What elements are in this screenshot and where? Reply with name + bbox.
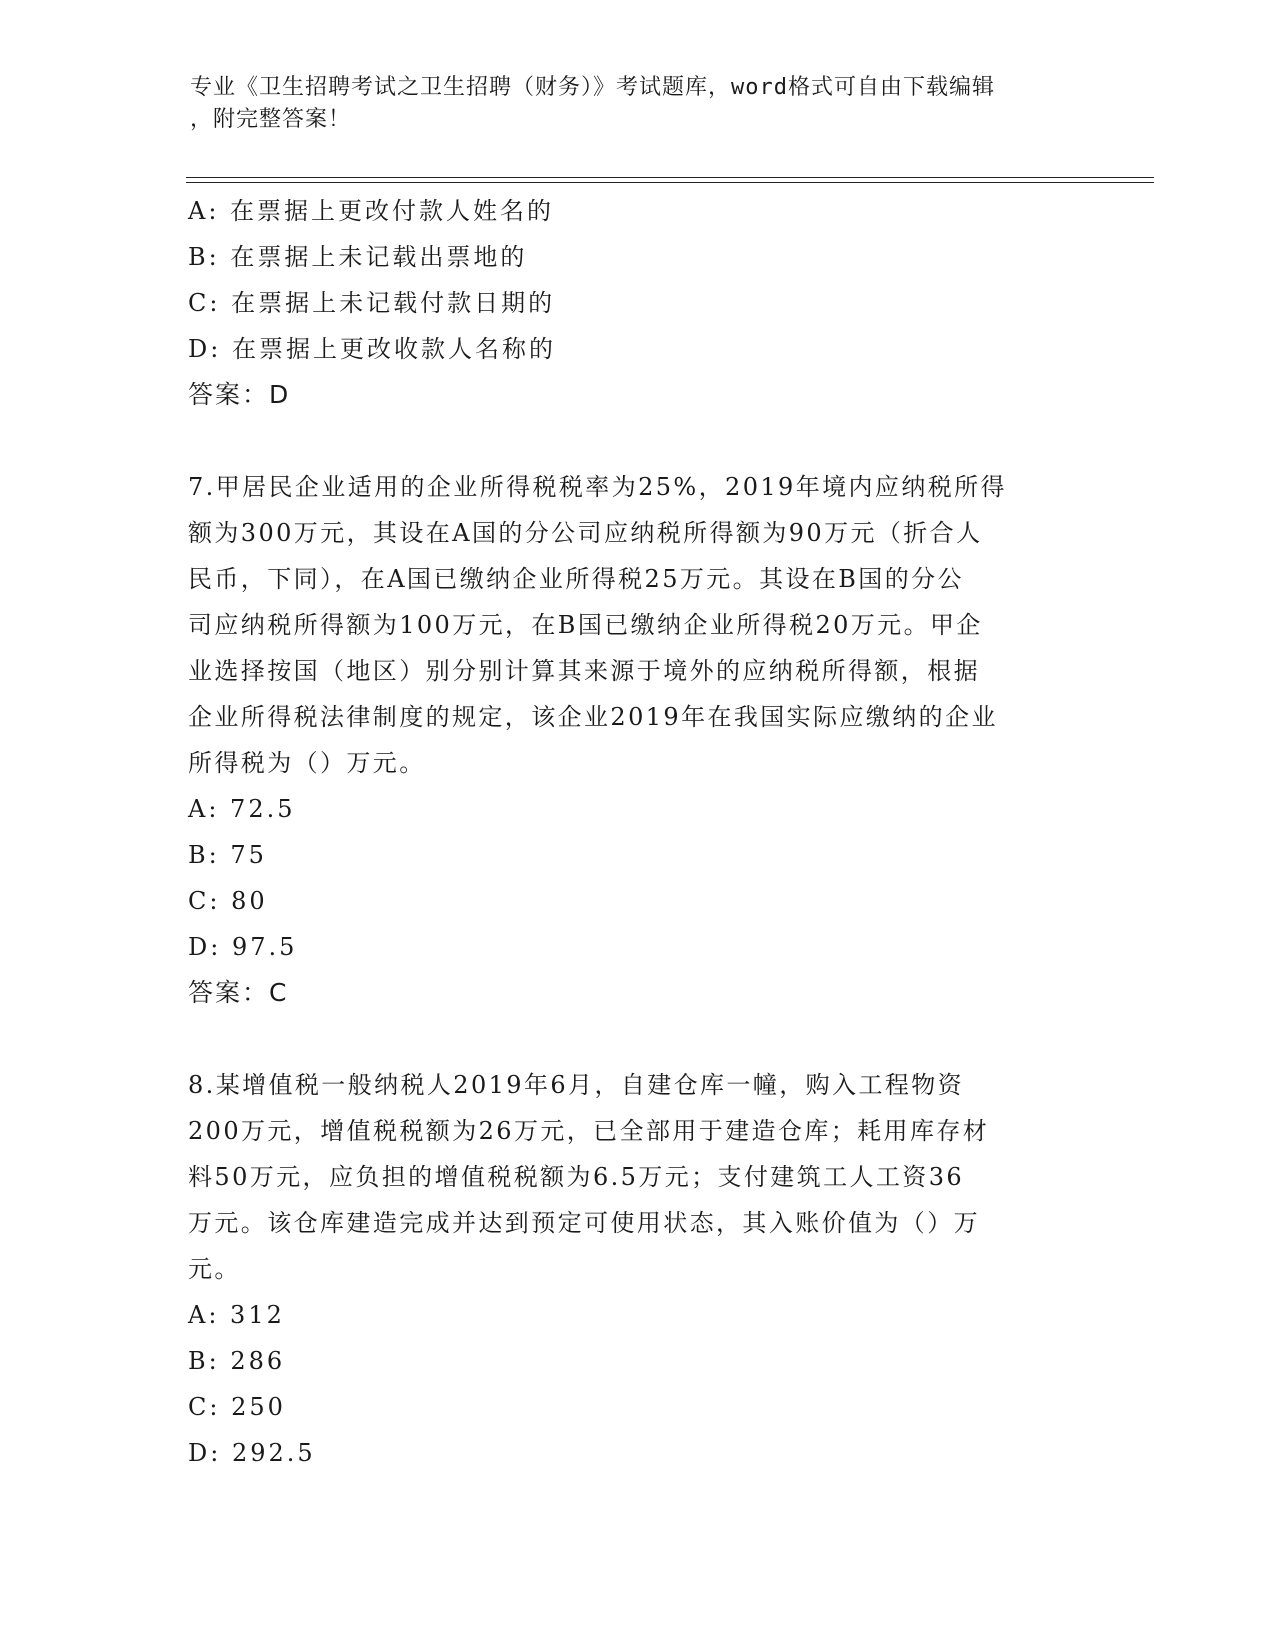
question-8 — [188, 1062, 1088, 1476]
question-line: 所得税为（）万元。 — [188, 749, 426, 777]
option-d — [188, 326, 1088, 372]
option-text: 250 — [231, 1393, 286, 1421]
header-title-line2: ，附完整答案！ — [190, 107, 352, 132]
option-text: 在票据上未记载付款日期的 — [231, 289, 556, 317]
question-line: 7.甲居民企业适用的企业所得税税率为25%，2019年境内应纳税所得 — [188, 473, 1007, 501]
question-line: 企业所得税法律制度的规定，该企业2019年在我国实际应缴纳的企业 — [188, 703, 998, 731]
question-line: 8.某增值税一般纳税人2019年6月，自建仓库一幢，购入工程物资 — [188, 1071, 965, 1099]
spacer — [188, 418, 1088, 464]
option-text: 在票据上更改收款人名称的 — [231, 335, 556, 363]
question-7 — [188, 464, 1088, 1016]
header-title-line1: 专业《卫生招聘考试之卫生招聘（财务）》考试题库，word格式可自由下载编辑 — [190, 75, 995, 100]
question-line: 元。 — [188, 1255, 241, 1283]
document-body — [188, 188, 1088, 1476]
option-text: 80 — [231, 887, 268, 915]
option-text: 292.5 — [231, 1439, 316, 1467]
option-label: C: — [188, 1393, 232, 1421]
option-label: D: — [188, 933, 232, 961]
option-text: 在票据上未记载出票地的 — [230, 243, 528, 271]
option-label: C: — [188, 887, 232, 915]
header-divider-top — [186, 177, 1154, 178]
question-stem — [188, 464, 1068, 786]
question-6 — [188, 188, 1088, 418]
question-line: 200万元，增值税税额为26万元，已全部用于建造仓库；耗用库存材 — [188, 1117, 990, 1145]
option-a — [188, 188, 1088, 234]
option-text: 72.5 — [230, 795, 296, 823]
option-label: B: — [188, 841, 231, 869]
option-c — [188, 280, 1088, 326]
option-label: B: — [188, 1347, 231, 1375]
question-line: 民币，下同），在A国已缴纳企业所得税25万元。其设在B国的分公 — [188, 565, 964, 593]
option-a — [188, 786, 1088, 832]
option-b — [188, 234, 1088, 280]
option-label: B: — [188, 243, 231, 271]
question-stem — [188, 1062, 1068, 1292]
option-d — [188, 1430, 1088, 1476]
option-label: A: — [188, 197, 231, 225]
question-line: 万元。该仓库建造完成并达到预定可使用状态，其入账价值为（）万 — [188, 1209, 980, 1237]
option-text: 97.5 — [231, 933, 298, 961]
question-line: 料50万元，应负担的增值税税额为6.5万元；支付建筑工人工资36 — [188, 1163, 965, 1191]
option-label: D: — [188, 1439, 232, 1467]
option-c — [188, 878, 1088, 924]
document-header — [190, 72, 1070, 136]
question-line: 额为300万元，其设在A国的分公司应纳税所得额为90万元（折合人 — [188, 519, 983, 547]
answer-line: 答案：C — [188, 978, 289, 1007]
option-text: 在票据上更改付款人姓名的 — [230, 197, 555, 225]
answer-line: 答案：D — [188, 380, 291, 409]
option-d — [188, 924, 1088, 970]
option-b — [188, 1338, 1088, 1384]
header-divider-bottom — [186, 182, 1154, 183]
option-text: 75 — [230, 841, 267, 869]
option-b — [188, 832, 1088, 878]
option-a — [188, 1292, 1088, 1338]
option-label: C: — [188, 289, 232, 317]
option-text: 312 — [230, 1301, 285, 1329]
option-label: D: — [188, 335, 232, 363]
question-line: 司应纳税所得额为100万元，在B国已缴纳企业所得税20万元。甲企 — [188, 611, 983, 639]
option-c — [188, 1384, 1088, 1430]
option-label: A: — [188, 795, 231, 823]
spacer — [188, 1016, 1088, 1062]
option-label: A: — [188, 1301, 231, 1329]
option-text: 286 — [230, 1347, 286, 1375]
question-line: 业选择按国（地区）别分别计算其来源于境外的应纳税所得额，根据 — [188, 657, 980, 685]
